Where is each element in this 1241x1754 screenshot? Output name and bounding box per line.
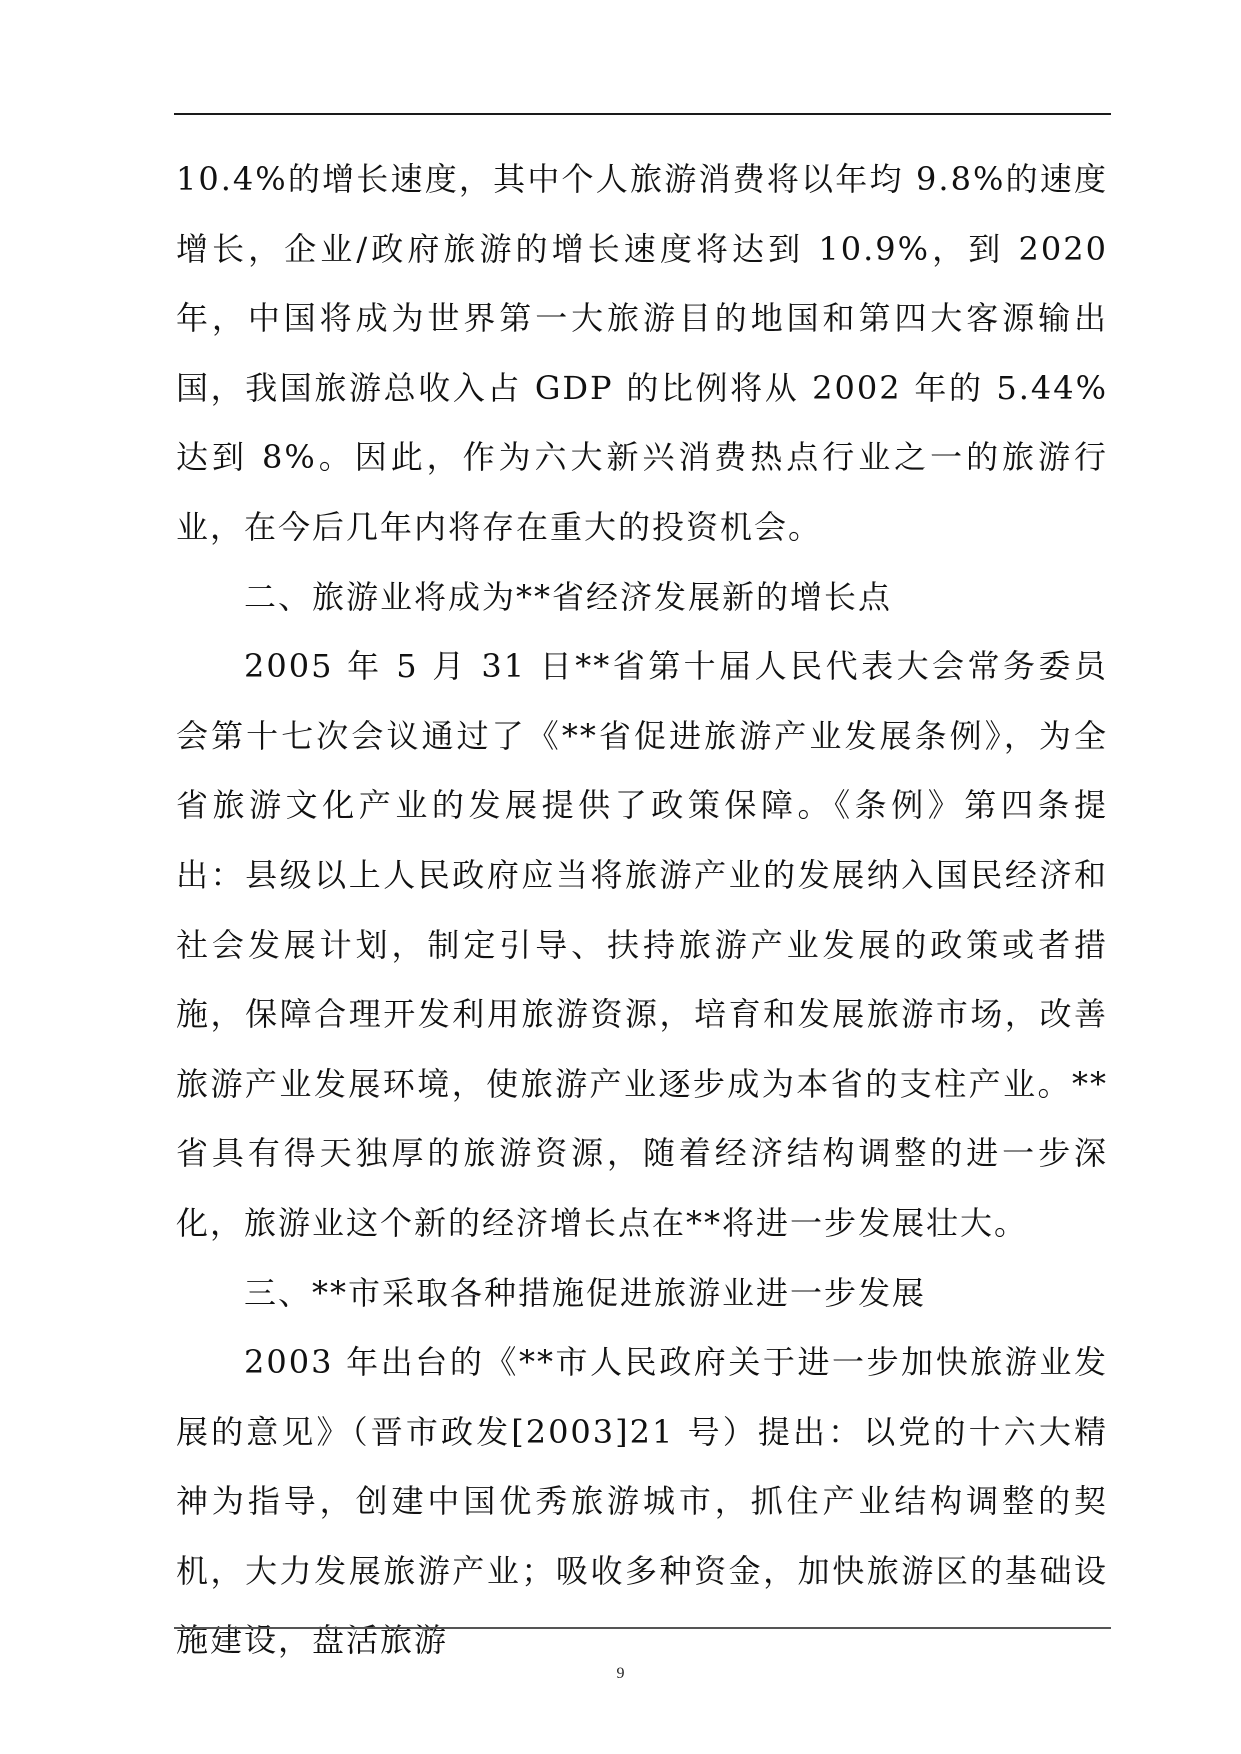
document-body [176, 145, 1108, 1676]
header-rule [174, 113, 1111, 115]
footer-rule [174, 1627, 1111, 1629]
paragraph-provincial-regulation: 2005 年 5 月 31 日**省第十届人民代表大会常务委员会第十七次会议通过了《**省促进旅游产业发展条例》，为全省旅游文化产业的发展提供了政策保障。《条例》第四条提出：县级以上人民政府应当将旅游产业的发展纳入国民经济和社会发展计划，制定引导、扶持旅游产业发展的政策或者措施，保障合理开发利用旅游资源，培育和发展旅游市场，改善旅游产业发展环境，使旅游产业逐步成为本省的支柱产业。**省具有得天独厚的旅游资源，随着经济结构调整的进一步深化，旅游业这个新的经济增长点在**将进一步发展壮大。 [176, 647, 1108, 1242]
section-heading-3: 三、**市采取各种措施促进旅游业进一步发展 [244, 1273, 927, 1312]
section-heading-2: 二、旅游业将成为**省经济发展新的增长点 [244, 577, 893, 616]
paragraph-tourism-growth: 10.4%的增长速度，其中个人旅游消费将以年均 9.8%的速度增长，企业/政府旅游的增长速度将达到 10.9%，到 2020 年，中国将成为世界第一大旅游目的地国和第四大客源输出国，我国旅游总收入占 GDP 的比例将从 2002 年的 5.44%达到 8%。因此，作为六大新兴消费热点行业之一的旅游行业，在今后几年内将存在重大的投资机会。 [176, 160, 1108, 546]
paragraph-city-opinion: 2003 年出台的《**市人民政府关于进一步加快旅游业发展的意见》（晋市政发[2003]21 号）提出：以党的十六大精神为指导，创建中国优秀旅游城市，抓住产业结构调整的契机，大力发展旅游产业；吸收多种资金，加快旅游区的基础设施建设，盘活旅游 [176, 1343, 1108, 1660]
page-number: 9 [616, 1665, 625, 1682]
